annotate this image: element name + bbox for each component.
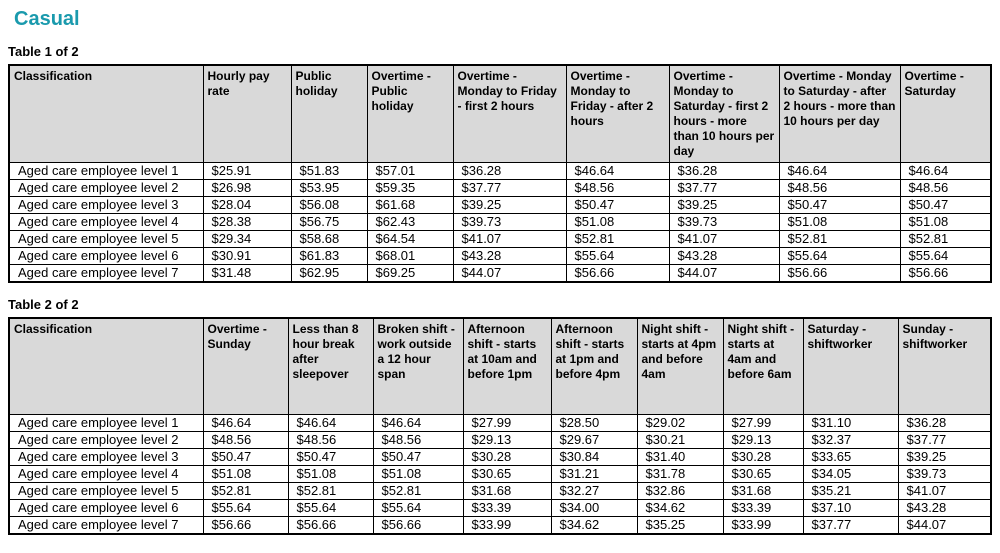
rate-cell: $33.65: [803, 449, 898, 466]
rate-cell: $43.28: [898, 500, 991, 517]
rate-cell: $56.08: [291, 196, 367, 213]
rate-cell: $46.64: [779, 162, 900, 179]
pay-table-1: [8, 64, 992, 283]
rate-cell: $30.21: [637, 432, 723, 449]
table-1-caption: Table 1 of 2: [8, 44, 79, 59]
classification-cell: Aged care employee level 2: [9, 432, 203, 449]
classification-cell: Aged care employee level 6: [9, 500, 203, 517]
rate-cell: $34.62: [551, 517, 637, 535]
rate-cell: $51.08: [566, 213, 669, 230]
rate-cell: $39.73: [669, 213, 779, 230]
rate-cell: $39.73: [453, 213, 566, 230]
rate-cell: $64.54: [367, 230, 453, 247]
rate-cell: $28.50: [551, 415, 637, 432]
classification-cell: Aged care employee level 4: [9, 213, 203, 230]
rate-cell: $44.07: [898, 517, 991, 535]
pay-table-section-2: [0, 298, 1000, 536]
rate-cell: $59.35: [367, 179, 453, 196]
rate-cell: $31.48: [203, 264, 291, 282]
classification-cell: Aged care employee level 3: [9, 449, 203, 466]
rate-cell: $68.01: [367, 247, 453, 264]
table-row: [9, 483, 991, 500]
column-header: Public holiday: [291, 65, 367, 162]
rate-cell: $61.68: [367, 196, 453, 213]
rate-cell: $55.64: [900, 247, 991, 264]
column-header: Night shift - starts at 4am and before 6am: [723, 318, 803, 415]
rate-cell: $36.28: [453, 162, 566, 179]
rate-cell: $52.81: [203, 483, 288, 500]
rate-cell: $51.08: [288, 466, 373, 483]
table-row: [9, 162, 991, 179]
rate-cell: $50.47: [288, 449, 373, 466]
rate-cell: $46.64: [203, 415, 288, 432]
column-header: Broken shift - work outside a 12 hour span: [373, 318, 463, 415]
rate-cell: $34.00: [551, 500, 637, 517]
rate-cell: $37.77: [669, 179, 779, 196]
rate-cell: $51.08: [779, 213, 900, 230]
table-row: [9, 500, 991, 517]
rate-cell: $48.56: [373, 432, 463, 449]
rate-cell: $55.64: [288, 500, 373, 517]
rate-cell: $48.56: [900, 179, 991, 196]
classification-cell: Aged care employee level 7: [9, 517, 203, 535]
rate-cell: $53.95: [291, 179, 367, 196]
header-row: [9, 65, 991, 162]
column-header: Afternoon shift - starts at 1pm and before 4pm: [551, 318, 637, 415]
table-row: [9, 466, 991, 483]
column-header: Overtime - Monday to Saturday - first 2 hours - more than 10 hours per day: [669, 65, 779, 162]
rate-cell: $41.07: [669, 230, 779, 247]
rate-cell: $32.86: [637, 483, 723, 500]
table-row: [9, 415, 991, 432]
rate-cell: $39.73: [898, 466, 991, 483]
table-row: [9, 213, 991, 230]
rate-cell: $43.28: [669, 247, 779, 264]
rate-cell: $52.81: [566, 230, 669, 247]
rate-cell: $43.28: [453, 247, 566, 264]
rate-cell: $51.08: [373, 466, 463, 483]
rate-cell: $50.47: [566, 196, 669, 213]
rate-cell: $34.05: [803, 466, 898, 483]
rate-cell: $26.98: [203, 179, 291, 196]
classification-cell: Aged care employee level 5: [9, 230, 203, 247]
rate-cell: $39.25: [898, 449, 991, 466]
classification-cell: Aged care employee level 5: [9, 483, 203, 500]
rate-cell: $50.47: [203, 449, 288, 466]
rate-cell: $33.99: [463, 517, 551, 535]
table-row: [9, 432, 991, 449]
rate-cell: $56.66: [779, 264, 900, 282]
rate-cell: $56.75: [291, 213, 367, 230]
column-header: Overtime - Sunday: [203, 318, 288, 415]
rate-cell: $31.78: [637, 466, 723, 483]
rate-cell: $58.68: [291, 230, 367, 247]
rate-cell: $51.08: [900, 213, 991, 230]
rate-cell: $28.38: [203, 213, 291, 230]
rate-cell: $30.84: [551, 449, 637, 466]
classification-cell: Aged care employee level 1: [9, 162, 203, 179]
column-header: Overtime - Saturday: [900, 65, 991, 162]
pay-table-section-1: [0, 45, 1000, 283]
rate-cell: $30.65: [723, 466, 803, 483]
column-header: Overtime - Public holiday: [367, 65, 453, 162]
rate-cell: $35.25: [637, 517, 723, 535]
rate-cell: $29.13: [723, 432, 803, 449]
rate-cell: $37.77: [898, 432, 991, 449]
rate-cell: $31.40: [637, 449, 723, 466]
rate-cell: $37.77: [453, 179, 566, 196]
rate-cell: $56.66: [900, 264, 991, 282]
rate-cell: $51.83: [291, 162, 367, 179]
rate-cell: $33.39: [463, 500, 551, 517]
rate-cell: $48.56: [203, 432, 288, 449]
rate-cell: $46.64: [900, 162, 991, 179]
table-row: [9, 230, 991, 247]
rate-cell: $44.07: [453, 264, 566, 282]
rate-cell: $55.64: [203, 500, 288, 517]
column-header: Hourly pay rate: [203, 65, 291, 162]
rate-cell: $30.28: [463, 449, 551, 466]
rate-cell: $52.81: [288, 483, 373, 500]
rate-cell: $30.28: [723, 449, 803, 466]
rate-cell: $39.25: [669, 196, 779, 213]
rate-cell: $31.68: [723, 483, 803, 500]
classification-cell: Aged care employee level 2: [9, 179, 203, 196]
column-header: Sunday - shiftworker: [898, 318, 991, 415]
rate-cell: $50.47: [373, 449, 463, 466]
column-header: Overtime - Monday to Saturday - after 2 hours - more than 10 hours per day: [779, 65, 900, 162]
rate-cell: $61.83: [291, 247, 367, 264]
rate-cell: $62.95: [291, 264, 367, 282]
rate-cell: $32.27: [551, 483, 637, 500]
column-header: Overtime - Monday to Friday - first 2 hours: [453, 65, 566, 162]
rate-cell: $44.07: [669, 264, 779, 282]
rate-cell: $25.91: [203, 162, 291, 179]
rate-cell: $36.28: [669, 162, 779, 179]
column-header: Night shift - starts at 4pm and before 4am: [637, 318, 723, 415]
rate-cell: $29.13: [463, 432, 551, 449]
rate-cell: $33.39: [723, 500, 803, 517]
rate-cell: $48.56: [566, 179, 669, 196]
rate-cell: $39.25: [453, 196, 566, 213]
column-header: Classification: [9, 318, 203, 415]
rate-cell: $52.81: [779, 230, 900, 247]
rate-cell: $37.10: [803, 500, 898, 517]
rate-cell: $46.64: [566, 162, 669, 179]
classification-cell: Aged care employee level 4: [9, 466, 203, 483]
classification-cell: Aged care employee level 3: [9, 196, 203, 213]
table-row: [9, 179, 991, 196]
rate-cell: $51.08: [203, 466, 288, 483]
table-row: [9, 196, 991, 213]
rate-cell: $48.56: [288, 432, 373, 449]
rate-cell: $31.21: [551, 466, 637, 483]
table-2-caption: Table 2 of 2: [8, 296, 79, 312]
rate-cell: $56.66: [566, 264, 669, 282]
rate-cell: $33.99: [723, 517, 803, 535]
rate-cell: $56.66: [373, 517, 463, 535]
rate-cell: $46.64: [373, 415, 463, 432]
rate-cell: $55.64: [779, 247, 900, 264]
rate-cell: $30.91: [203, 247, 291, 264]
rate-cell: $41.07: [453, 230, 566, 247]
column-header: Less than 8 hour break after sleepover: [288, 318, 373, 415]
rate-cell: $27.99: [463, 415, 551, 432]
rate-cell: $28.04: [203, 196, 291, 213]
column-header: Classification: [9, 65, 203, 162]
page-title: Casual: [14, 8, 80, 30]
rate-cell: $56.66: [203, 517, 288, 535]
classification-cell: Aged care employee level 7: [9, 264, 203, 282]
rate-cell: $55.64: [566, 247, 669, 264]
column-header: Afternoon shift - starts at 10am and before 1pm: [463, 318, 551, 415]
header-row: [9, 318, 991, 415]
classification-cell: Aged care employee level 6: [9, 247, 203, 264]
rate-cell: $35.21: [803, 483, 898, 500]
rate-cell: $29.34: [203, 230, 291, 247]
table-row: [9, 449, 991, 466]
rate-cell: $32.37: [803, 432, 898, 449]
rate-cell: $52.81: [900, 230, 991, 247]
rate-cell: $29.67: [551, 432, 637, 449]
rate-cell: $34.62: [637, 500, 723, 517]
table-row: [9, 264, 991, 282]
column-header: Overtime - Monday to Friday - after 2 hours: [566, 65, 669, 162]
rate-cell: $30.65: [463, 466, 551, 483]
rate-cell: $55.64: [373, 500, 463, 517]
classification-cell: Aged care employee level 1: [9, 415, 203, 432]
rate-cell: $41.07: [898, 483, 991, 500]
rate-cell: $48.56: [779, 179, 900, 196]
column-header: Saturday - shiftworker: [803, 318, 898, 415]
rate-cell: $31.68: [463, 483, 551, 500]
rate-cell: $50.47: [900, 196, 991, 213]
rate-cell: $52.81: [373, 483, 463, 500]
rate-cell: $69.25: [367, 264, 453, 282]
rate-cell: $50.47: [779, 196, 900, 213]
rate-cell: $56.66: [288, 517, 373, 535]
table-row: [9, 517, 991, 535]
pay-table-2: [8, 317, 992, 536]
rate-cell: $37.77: [803, 517, 898, 535]
rate-cell: $36.28: [898, 415, 991, 432]
rate-cell: $29.02: [637, 415, 723, 432]
rate-cell: $46.64: [288, 415, 373, 432]
rate-cell: $31.10: [803, 415, 898, 432]
rate-cell: $62.43: [367, 213, 453, 230]
rate-cell: $27.99: [723, 415, 803, 432]
table-row: [9, 247, 991, 264]
rate-cell: $57.01: [367, 162, 453, 179]
